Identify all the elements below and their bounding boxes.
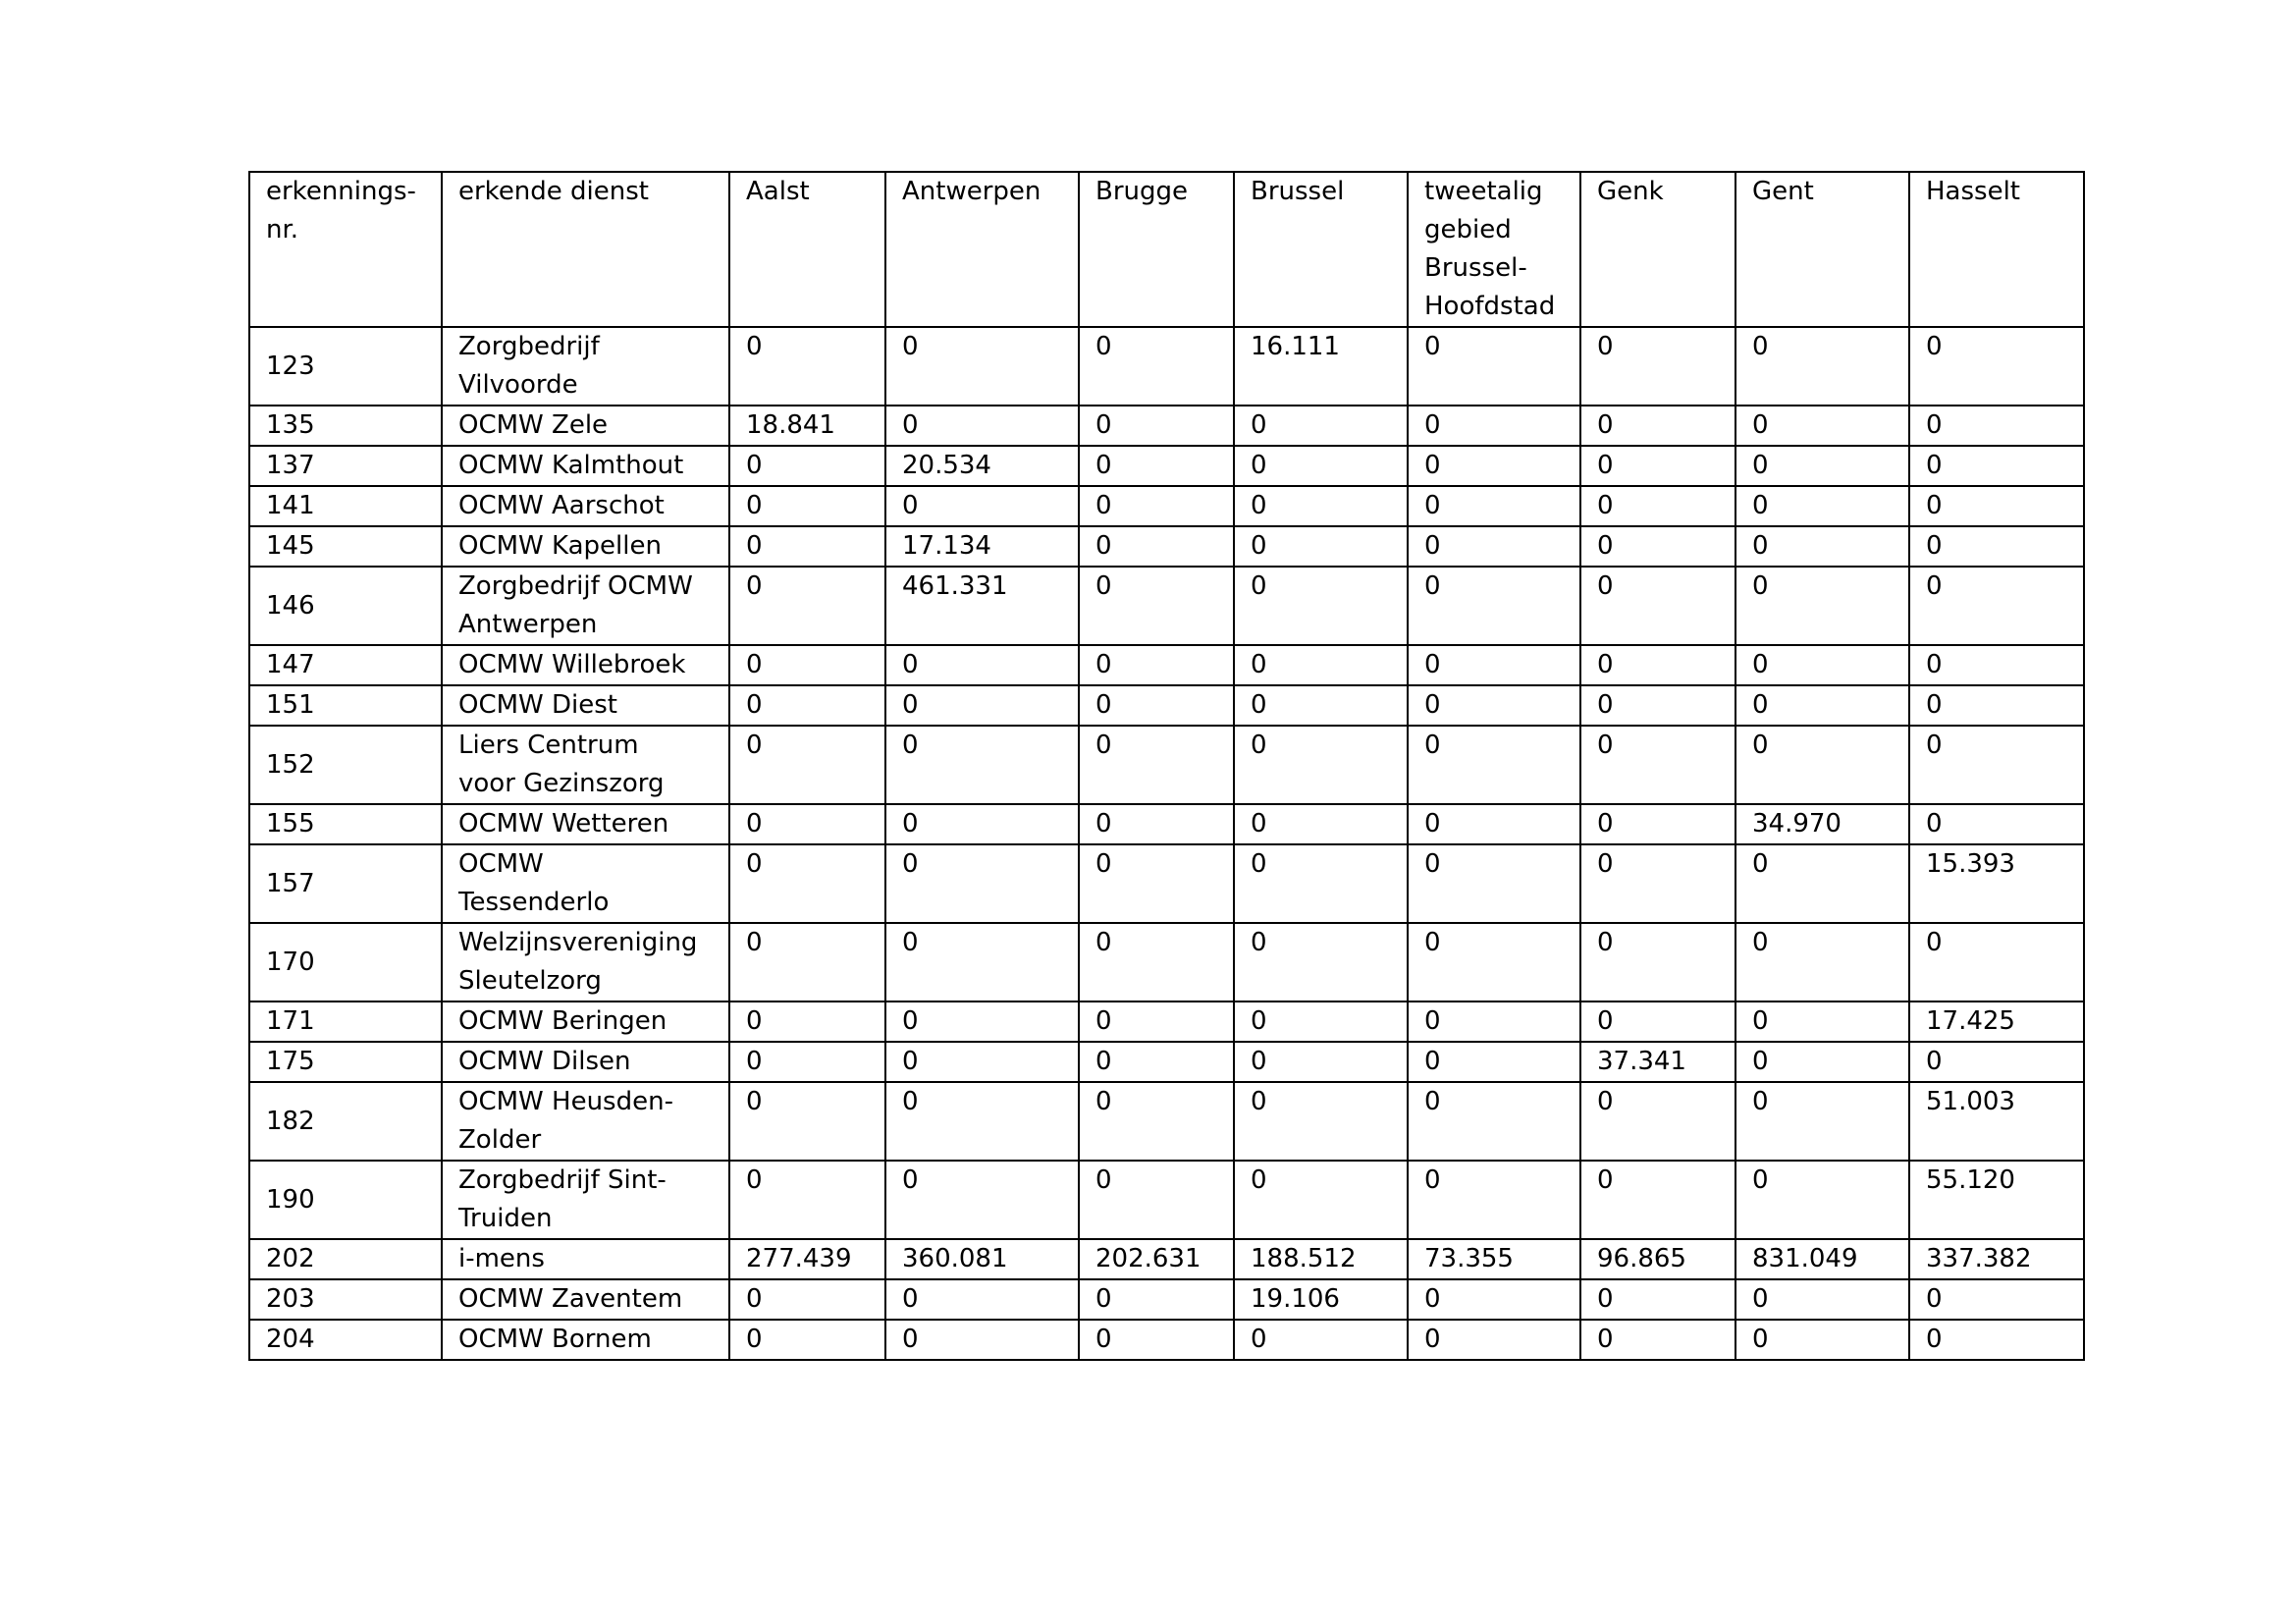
cell-hasselt: 51.003 [1909,1082,2084,1161]
column-header-genk [1580,172,1735,327]
cell-gent: 0 [1735,1161,1909,1239]
cell-hasselt: 0 [1909,526,2084,567]
cell-aalst: 0 [729,923,885,1001]
dienst-text-line: OCMW Diest [458,690,618,720]
column-header-aalst [729,172,885,327]
dienst-text-line: Sleutelzorg [458,966,602,996]
cell-erkende-dienst [442,1001,729,1042]
cell-brussel: 0 [1234,726,1408,804]
cell-erkenningsnr: 145 [249,526,442,567]
dienst-text-line: Tessenderlo [458,888,610,917]
cell-brugge: 0 [1079,1320,1234,1360]
cell-erkenningsnr: 157 [249,844,442,923]
dienst-text-line: voor Gezinszorg [458,769,665,798]
cell-aalst: 0 [729,804,885,844]
header-text-line: Hasselt [1926,177,2020,206]
cell-hasselt: 17.425 [1909,1001,2084,1042]
cell-antwerpen: 0 [885,1082,1079,1161]
cell-brugge: 202.631 [1079,1239,1234,1279]
cell-genk: 0 [1580,486,1735,526]
table-row [249,446,2084,486]
header-text-line: Genk [1597,177,1664,206]
column-header-tweetalig-gebied [1408,172,1580,327]
cell-brugge: 0 [1079,1082,1234,1161]
dienst-text-line: OCMW Zele [458,410,609,440]
cell-genk: 0 [1580,327,1735,406]
cell-brugge: 0 [1079,486,1234,526]
cell-aalst: 0 [729,327,885,406]
cell-tweetalig-gebied: 0 [1408,1161,1580,1239]
cell-aalst: 0 [729,1042,885,1082]
cell-antwerpen: 0 [885,804,1079,844]
column-header-erkende-dienst [442,172,729,327]
cell-gent: 0 [1735,1001,1909,1042]
cell-hasselt: 0 [1909,1042,2084,1082]
table-row [249,1161,2084,1239]
cell-antwerpen: 0 [885,1320,1079,1360]
cell-genk: 0 [1580,1320,1735,1360]
cell-brussel: 0 [1234,486,1408,526]
dienst-text-line: Liers Centrum [458,731,639,760]
cell-brussel: 19.106 [1234,1279,1408,1320]
cell-gent: 0 [1735,567,1909,645]
cell-erkende-dienst [442,1239,729,1279]
cell-tweetalig-gebied: 0 [1408,685,1580,726]
table-row [249,526,2084,567]
cell-antwerpen: 0 [885,923,1079,1001]
dienst-text-line: Zorgbedrijf OCMW [458,571,693,601]
cell-hasselt: 0 [1909,446,2084,486]
cell-gent: 0 [1735,1042,1909,1082]
dienst-text-line: Zorgbedrijf Sint- [458,1165,667,1195]
dienst-text-line: OCMW Wetteren [458,809,669,839]
cell-genk: 0 [1580,1001,1735,1042]
cell-antwerpen: 0 [885,685,1079,726]
cell-hasselt: 0 [1909,567,2084,645]
cell-antwerpen: 17.134 [885,526,1079,567]
cell-genk: 0 [1580,446,1735,486]
column-header-brussel [1234,172,1408,327]
cell-brugge: 0 [1079,1001,1234,1042]
cell-brugge: 0 [1079,844,1234,923]
cell-erkende-dienst [442,1279,729,1320]
dienst-text-line: OCMW Willebroek [458,650,686,679]
cell-brussel: 0 [1234,1320,1408,1360]
dienst-text-line: OCMW [458,849,544,879]
cell-hasselt: 337.382 [1909,1239,2084,1279]
cell-antwerpen: 0 [885,726,1079,804]
table-row [249,1001,2084,1042]
cell-erkende-dienst [442,327,729,406]
cell-antwerpen: 0 [885,1279,1079,1320]
cell-brussel: 0 [1234,567,1408,645]
cell-gent: 34.970 [1735,804,1909,844]
cell-antwerpen: 461.331 [885,567,1079,645]
header-text-line: Brugge [1095,177,1189,206]
cell-erkende-dienst [442,726,729,804]
dienst-text-line: i-mens [458,1244,545,1273]
cell-brugge: 0 [1079,446,1234,486]
cell-brugge: 0 [1079,1042,1234,1082]
dienst-text-line: OCMW Heusden- [458,1087,673,1116]
cell-genk: 0 [1580,645,1735,685]
header-text-line: erkennings- [266,177,416,206]
cell-brugge: 0 [1079,645,1234,685]
dienst-text-line: Zorgbedrijf [458,332,600,361]
cell-aalst: 0 [729,1001,885,1042]
cell-erkenningsnr: 170 [249,923,442,1001]
cell-antwerpen: 0 [885,1161,1079,1239]
dienst-text-line: OCMW Beringen [458,1006,667,1036]
cell-genk: 0 [1580,923,1735,1001]
cell-antwerpen: 360.081 [885,1239,1079,1279]
header-text-line: erkende dienst [458,177,649,206]
cell-aalst: 0 [729,1161,885,1239]
cell-hasselt: 55.120 [1909,1161,2084,1239]
header-text-line: Brussel [1251,177,1345,206]
cell-brussel: 0 [1234,804,1408,844]
cell-brugge: 0 [1079,923,1234,1001]
dienst-text-line: Antwerpen [458,610,598,639]
column-header-antwerpen [885,172,1079,327]
cell-gent: 0 [1735,1320,1909,1360]
cell-tweetalig-gebied: 0 [1408,726,1580,804]
cell-aalst: 18.841 [729,406,885,446]
cell-tweetalig-gebied: 0 [1408,804,1580,844]
cell-aalst: 0 [729,526,885,567]
cell-genk: 0 [1580,526,1735,567]
cell-brussel: 0 [1234,923,1408,1001]
cell-genk: 0 [1580,844,1735,923]
cell-erkenningsnr: 135 [249,406,442,446]
cell-hasselt: 0 [1909,486,2084,526]
cell-tweetalig-gebied: 0 [1408,1082,1580,1161]
table-row [249,1042,2084,1082]
cell-brugge: 0 [1079,726,1234,804]
cell-erkende-dienst [442,923,729,1001]
column-header-gent [1735,172,1909,327]
cell-tweetalig-gebied: 0 [1408,1001,1580,1042]
cell-erkende-dienst [442,1320,729,1360]
header-text-line: Brussel- [1424,253,1527,283]
cell-aalst: 277.439 [729,1239,885,1279]
cell-erkenningsnr: 182 [249,1082,442,1161]
dienst-text-line: OCMW Kalmthout [458,451,684,480]
table-row [249,844,2084,923]
cell-brussel: 0 [1234,685,1408,726]
cell-genk: 0 [1580,1082,1735,1161]
cell-antwerpen: 0 [885,1042,1079,1082]
cell-gent: 831.049 [1735,1239,1909,1279]
cell-genk: 0 [1580,685,1735,726]
cell-genk: 0 [1580,567,1735,645]
cell-antwerpen: 0 [885,844,1079,923]
cell-aalst: 0 [729,645,885,685]
cell-aalst: 0 [729,1082,885,1161]
cell-aalst: 0 [729,844,885,923]
header-text-line: Aalst [746,177,810,206]
table-row [249,1320,2084,1360]
cell-erkenningsnr: 147 [249,645,442,685]
cell-brugge: 0 [1079,1161,1234,1239]
allocation-table [248,171,2085,1361]
cell-erkende-dienst [442,486,729,526]
cell-tweetalig-gebied: 0 [1408,327,1580,406]
cell-gent: 0 [1735,685,1909,726]
header-text-line: nr. [266,215,299,244]
cell-erkenningsnr: 155 [249,804,442,844]
table-row [249,726,2084,804]
cell-erkenningsnr: 171 [249,1001,442,1042]
cell-brugge: 0 [1079,327,1234,406]
cell-erkenningsnr: 202 [249,1239,442,1279]
cell-tweetalig-gebied: 0 [1408,486,1580,526]
header-text-line: gebied [1424,215,1512,244]
table-row [249,1082,2084,1161]
cell-erkenningsnr: 152 [249,726,442,804]
cell-tweetalig-gebied: 0 [1408,923,1580,1001]
cell-antwerpen: 0 [885,406,1079,446]
cell-brussel: 188.512 [1234,1239,1408,1279]
cell-brugge: 0 [1079,567,1234,645]
cell-genk: 0 [1580,1279,1735,1320]
cell-erkenningsnr: 204 [249,1320,442,1360]
cell-erkende-dienst [442,1042,729,1082]
cell-tweetalig-gebied: 73.355 [1408,1239,1580,1279]
cell-tweetalig-gebied: 0 [1408,526,1580,567]
table-row [249,645,2084,685]
dienst-text-line: OCMW Zaventem [458,1284,683,1314]
cell-brugge: 0 [1079,526,1234,567]
cell-erkende-dienst [442,406,729,446]
cell-gent: 0 [1735,1082,1909,1161]
cell-brussel: 0 [1234,406,1408,446]
cell-hasselt: 0 [1909,726,2084,804]
cell-tweetalig-gebied: 0 [1408,645,1580,685]
cell-brussel: 16.111 [1234,327,1408,406]
cell-gent: 0 [1735,446,1909,486]
cell-gent: 0 [1735,645,1909,685]
dienst-text-line: Welzijnsvereniging [458,928,698,957]
dienst-text-line: Vilvoorde [458,370,578,400]
cell-genk: 0 [1580,804,1735,844]
cell-brugge: 0 [1079,1279,1234,1320]
cell-gent: 0 [1735,526,1909,567]
cell-erkenningsnr: 175 [249,1042,442,1082]
cell-gent: 0 [1735,1279,1909,1320]
header-text-line: tweetalig [1424,177,1543,206]
cell-erkenningsnr: 146 [249,567,442,645]
table-row [249,567,2084,645]
cell-brugge: 0 [1079,804,1234,844]
table-row [249,1279,2084,1320]
cell-brussel: 0 [1234,844,1408,923]
cell-brussel: 0 [1234,1001,1408,1042]
cell-brussel: 0 [1234,1161,1408,1239]
cell-erkende-dienst [442,804,729,844]
cell-hasselt: 0 [1909,645,2084,685]
cell-brussel: 0 [1234,1082,1408,1161]
table-row [249,685,2084,726]
table-row [249,406,2084,446]
cell-gent: 0 [1735,726,1909,804]
cell-aalst: 0 [729,446,885,486]
cell-aalst: 0 [729,1320,885,1360]
cell-brussel: 0 [1234,1042,1408,1082]
cell-tweetalig-gebied: 0 [1408,567,1580,645]
cell-hasselt: 0 [1909,804,2084,844]
cell-aalst: 0 [729,486,885,526]
cell-hasselt: 15.393 [1909,844,2084,923]
cell-erkende-dienst [442,685,729,726]
column-header-erkenningsnr [249,172,442,327]
cell-erkende-dienst [442,844,729,923]
cell-genk: 96.865 [1580,1239,1735,1279]
column-header-hasselt [1909,172,2084,327]
dienst-text-line: OCMW Aarschot [458,491,665,520]
cell-aalst: 0 [729,1279,885,1320]
cell-genk: 0 [1580,726,1735,804]
cell-erkende-dienst [442,526,729,567]
cell-hasselt: 0 [1909,685,2084,726]
dienst-text-line: OCMW Dilsen [458,1047,631,1076]
cell-hasselt: 0 [1909,406,2084,446]
cell-erkenningsnr: 190 [249,1161,442,1239]
cell-gent: 0 [1735,486,1909,526]
cell-tweetalig-gebied: 0 [1408,1042,1580,1082]
table-row [249,804,2084,844]
header-text-line: Hoofdstad [1424,292,1556,321]
cell-erkenningsnr: 151 [249,685,442,726]
cell-tweetalig-gebied: 0 [1408,446,1580,486]
cell-erkenningsnr: 123 [249,327,442,406]
cell-erkende-dienst [442,446,729,486]
cell-aalst: 0 [729,685,885,726]
cell-antwerpen: 0 [885,486,1079,526]
cell-gent: 0 [1735,923,1909,1001]
cell-tweetalig-gebied: 0 [1408,844,1580,923]
cell-antwerpen: 0 [885,1001,1079,1042]
cell-erkende-dienst [442,567,729,645]
cell-aalst: 0 [729,567,885,645]
column-header-brugge [1079,172,1234,327]
cell-tweetalig-gebied: 0 [1408,406,1580,446]
cell-genk: 0 [1580,406,1735,446]
cell-brugge: 0 [1079,406,1234,446]
cell-hasselt: 0 [1909,923,2084,1001]
cell-antwerpen: 0 [885,645,1079,685]
cell-hasselt: 0 [1909,1320,2084,1360]
cell-tweetalig-gebied: 0 [1408,1279,1580,1320]
cell-gent: 0 [1735,844,1909,923]
cell-antwerpen: 20.534 [885,446,1079,486]
cell-erkende-dienst [442,645,729,685]
dienst-text-line: Truiden [458,1204,553,1233]
cell-brussel: 0 [1234,645,1408,685]
header-text-line: Gent [1752,177,1814,206]
cell-tweetalig-gebied: 0 [1408,1320,1580,1360]
table-row [249,327,2084,406]
header-text-line: Antwerpen [902,177,1041,206]
cell-gent: 0 [1735,406,1909,446]
cell-erkenningsnr: 141 [249,486,442,526]
cell-erkenningsnr: 203 [249,1279,442,1320]
table-row [249,1239,2084,1279]
table-row [249,923,2084,1001]
cell-genk: 0 [1580,1161,1735,1239]
cell-gent: 0 [1735,327,1909,406]
cell-antwerpen: 0 [885,327,1079,406]
dienst-text-line: OCMW Kapellen [458,531,662,561]
cell-brugge: 0 [1079,685,1234,726]
cell-aalst: 0 [729,726,885,804]
cell-genk: 37.341 [1580,1042,1735,1082]
dienst-text-line: Zolder [458,1125,542,1155]
cell-erkende-dienst [442,1082,729,1161]
cell-erkenningsnr: 137 [249,446,442,486]
cell-hasselt: 0 [1909,327,2084,406]
header-row [249,172,2084,327]
dienst-text-line: OCMW Bornem [458,1325,652,1354]
table-row [249,486,2084,526]
cell-brussel: 0 [1234,446,1408,486]
cell-brussel: 0 [1234,526,1408,567]
cell-hasselt: 0 [1909,1279,2084,1320]
cell-erkende-dienst [442,1161,729,1239]
